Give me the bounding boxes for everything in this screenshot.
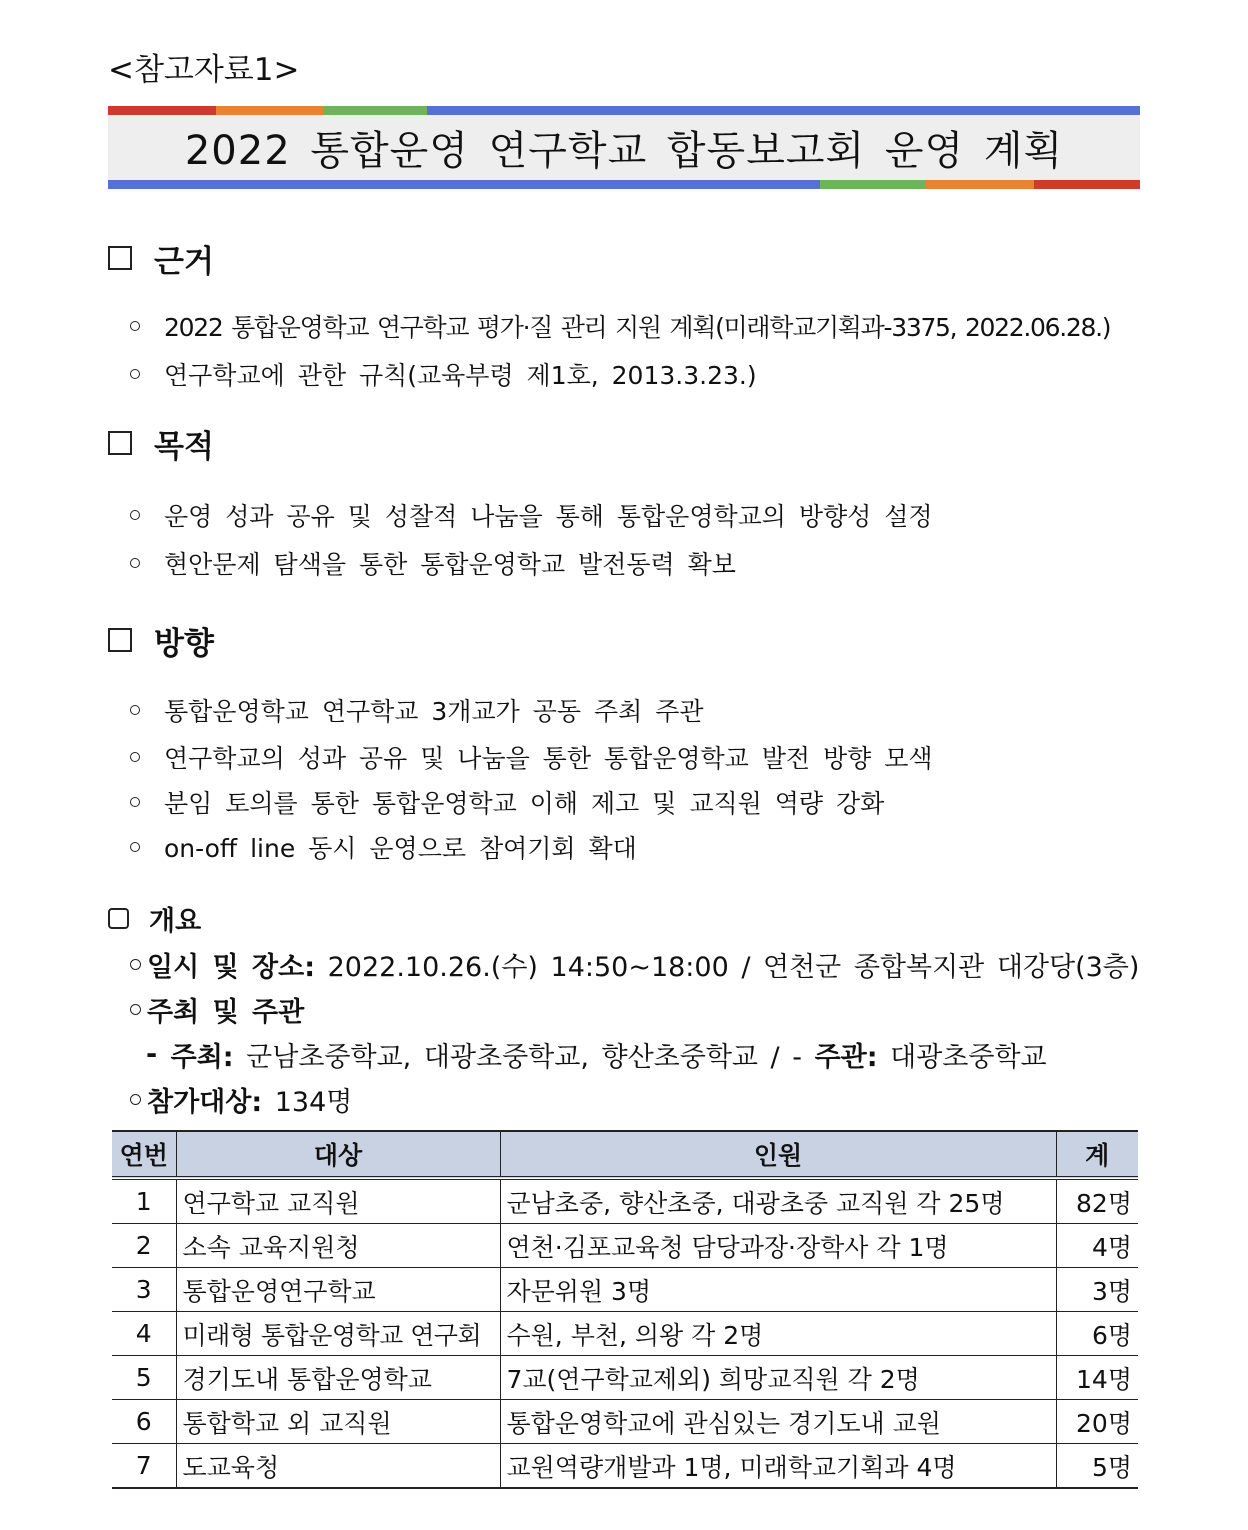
section-purpose [108,423,933,587]
circle-bullet-icon [130,842,140,852]
overview-host-heading: 주최 및 주관 [108,987,1139,1032]
table-row: 4 미래형 통합운영학교 연구회 수원, 부천, 의왕 각 2명 6명 [112,1312,1138,1356]
section-title: 개요 [149,905,202,937]
list-item: 현안문제 탐색을 통한 통합운영학교 발전동력 확보 [108,539,214,587]
column-header: 연번 [112,1131,176,1178]
table-row: 5 경기도내 통합운영학교 7교(연구학교제외) 희망교직원 각 2명 14명 [112,1356,1138,1400]
column-header: 인원 [500,1131,1056,1178]
table-row: 3 통합운영연구학교 자문위원 3명 3명 [112,1268,1138,1312]
column-header: 대상 [176,1131,500,1178]
overview-datetime: 일시 및 장소: 2022.10.26.(수) 14:50~18:00 / 연천군 종합복지관 대강당(3층) [108,942,1139,987]
table-header-row [112,1131,1138,1178]
circle-bullet-icon [130,959,141,970]
list-item: 2022 통합운영학교 연구학교 평가·질 관리 지원 계획(미래학교기획과-3375, 2022.06.28.) [108,302,214,350]
section-title: 방향 [154,625,214,662]
circle-bullet-icon [130,1094,141,1105]
circle-bullet-icon [130,558,140,568]
circle-bullet-icon [130,369,140,379]
circle-bullet-icon [130,752,140,762]
checkbox-icon [108,431,132,455]
checkbox-icon [108,246,132,270]
table-row: 2 소속 교육지원청 연천·김포교육청 담당과장·장학사 각 1명 4명 [112,1224,1138,1268]
list-item: 통합운영학교 연구학교 3개교가 공동 주최 주관 [108,686,214,734]
list-item: 연구학교에 관한 규칙(교육부령 제1호, 2013.3.23.) [108,350,214,398]
table-row: 6 통합학교 외 교직원 통합운영학교에 관심있는 경기도내 교원 20명 [112,1400,1138,1444]
section-title: 근거 [154,243,214,280]
list-item: 운영 성과 공유 및 성찰적 나눔을 통해 통합운영학교의 방향성 설정 [108,491,214,539]
title-box [108,115,1140,180]
section-direction [108,620,933,869]
circle-bullet-icon [130,510,140,520]
table-row: 7 도교육청 교원역량개발과 1명, 미래학교기획과 4명 5명 [112,1444,1138,1489]
circle-bullet-icon [130,797,140,807]
overview-host-detail: - 주최: 군남초중학교, 대광초중학교, 향산초중학교 / - 주관: 대광초중학교 [146,1039,1047,1073]
table-row: 1 연구학교 교직원 군남초중, 향산초중, 대광초중 교직원 각 25명 82명 [112,1178,1138,1224]
participants-table [112,1130,1138,1489]
banner-top-stripe [108,106,1140,115]
overview-participants: 참가대상: 134명 [108,1077,1139,1122]
list-item: 분임 토의를 통한 통합운영학교 이해 제고 및 교직원 역량 강화 [108,779,214,824]
banner-bottom-stripe [108,180,1140,189]
checkbox-icon [108,628,132,652]
checkbox-icon [108,908,129,929]
circle-bullet-icon [130,705,140,715]
reference-label: <참고자료1> [108,52,300,88]
document-title: 2022 통합운영 연구학교 합동보고회 운영 계획 [184,128,1064,174]
title-banner [108,106,1140,190]
list-item: on-off line 동시 운영으로 참여기회 확대 [108,824,214,869]
section-basis [108,238,1111,398]
circle-bullet-icon [130,321,140,331]
section-overview [108,898,1139,1122]
section-title: 목적 [154,428,214,465]
circle-bullet-icon [130,1004,141,1015]
list-item: 연구학교의 성과 공유 및 나눔을 통한 통합운영학교 발전 방향 모색 [108,734,214,779]
column-header: 계 [1056,1131,1138,1178]
